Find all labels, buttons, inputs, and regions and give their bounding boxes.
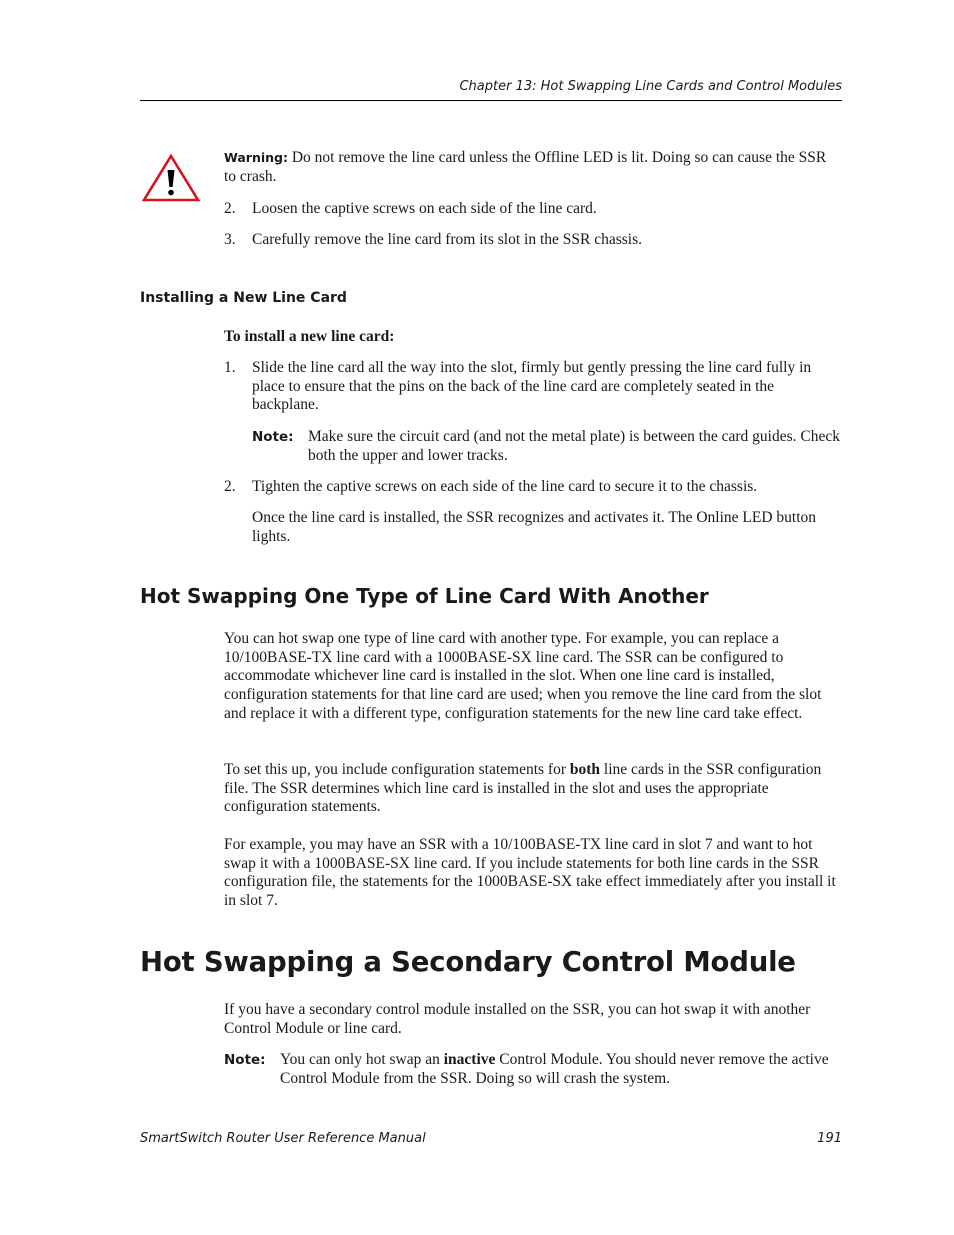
step-text: Slide the line card all the way into the slot, firmly but gently pressing the line card fully in place to ensure that the pins on the back of the line card are completely seated in the backplane. <box>252 359 812 414</box>
result-text: Once the line card is installed, the SSR recognizes and activates it. The Online LED button lights. <box>252 509 817 545</box>
procedure-title: To install a new line card: <box>224 328 395 345</box>
emphasis: both <box>569 761 601 778</box>
body-paragraph: If you have a secondary control module installed on the SSR, you can hot swap it with another Control Module or line card. <box>224 1001 811 1037</box>
footer-manual-title: SmartSwitch Router User Reference Manual <box>140 1131 426 1146</box>
step-number: 3. <box>224 231 236 248</box>
body-paragraph <box>224 761 842 817</box>
chapter-section-title: Hot Swapping a Secondary Control Module <box>140 946 796 978</box>
step-number: 2. <box>224 200 236 217</box>
step-number: 2. <box>224 478 236 495</box>
warning-triangle-icon <box>142 154 200 202</box>
body-paragraph: For example, you may have an SSR with a 10/100BASE-TX line card in slot 7 and want to hot swap it with a 1000BASE-SX line card. If you include statements for both line cards in the SSR configuration file, the statements for the 1000BASE-SX take effect immediately after you install it in slot 7. <box>224 836 836 910</box>
text-run: line cards in the SSR configuration file. The SSR determines which line card is installed in the slot and uses the appropriate configuration statements. <box>224 761 822 816</box>
warning-body: Do not remove the line card unless the Offline LED is lit. Doing so can cause the SSR to crash. <box>224 149 827 185</box>
warning-text <box>224 149 842 186</box>
header-rule <box>140 100 842 101</box>
section-heading: Installing a New Line Card <box>140 290 347 306</box>
step-text: Tighten the captive screws on each side of the line card to secure it to the chassis. <box>252 478 758 495</box>
note-text: Make sure the circuit card (and not the metal plate) is between the card guides. Check both the upper and lower tracks. <box>308 428 840 464</box>
page-number: 191 <box>817 1131 842 1146</box>
step-text: Loosen the captive screws on each side of the line card. <box>252 200 597 217</box>
body-paragraph: You can hot swap one type of line card with another type. For example, you can replace a 10/100BASE-TX line card with a 1000BASE-SX line card. The SSR can be configured to accommodate whichever line card is installed in the slot. When one line card is installed, configuration statements for that line card are used; when you remove the line card from the slot and replace it with a different type, configuration statements for the new line card take effect. <box>224 630 822 722</box>
emphasis: inactive <box>443 1051 496 1068</box>
note-label: Note: <box>252 429 294 445</box>
running-header: Chapter 13: Hot Swapping Line Cards and Control Modules <box>459 79 842 94</box>
step-text: Carefully remove the line card from its slot in the SSR chassis. <box>252 231 643 248</box>
note-text <box>280 1051 842 1088</box>
text-run: You can only hot swap an <box>280 1051 444 1068</box>
section-heading: Hot Swapping One Type of Line Card With Another <box>140 584 709 608</box>
note-label: Note: <box>224 1052 266 1068</box>
text-run: Control Module. You should never remove the active Control Module from the SSR. Doing so will crash the system. <box>280 1051 829 1087</box>
warning-label: Warning: <box>224 150 288 165</box>
text-run: To set this up, you include configuration statements for <box>224 761 570 778</box>
step-number: 1. <box>224 359 236 376</box>
